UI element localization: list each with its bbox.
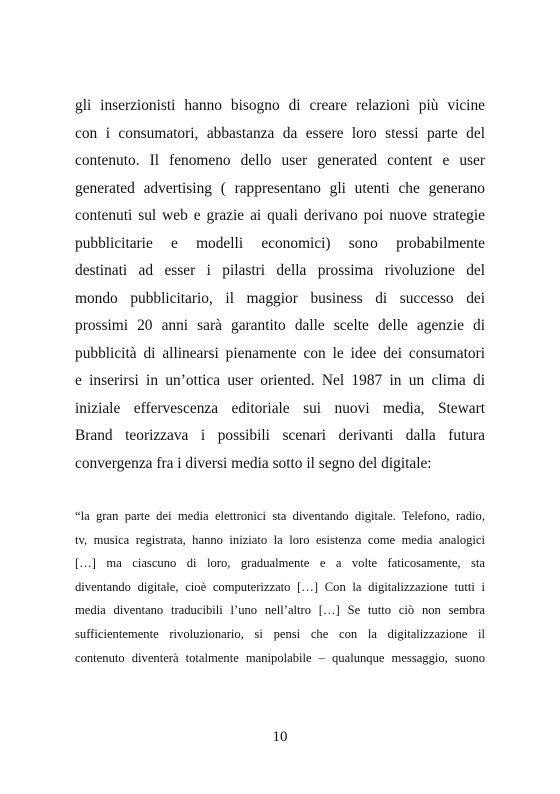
quote-line: “la gran parte dei media elettronici sta diventando digitale. Telefono, radio, bbox=[75, 509, 485, 523]
body-line: contenuto. Il fenomeno dello user generated content e user bbox=[75, 152, 485, 169]
quote-line: media diventano traducibili l’uno nell’altro […] Se tutto ciò non sembra bbox=[75, 603, 485, 618]
body-line: mondo pubblicitario, il maggior business di successo dei bbox=[75, 289, 485, 307]
body-paragraph bbox=[75, 92, 485, 477]
page-number: 10 bbox=[272, 729, 288, 745]
body-line: e inserirsi in un’ottica user oriented. Nel 1987 in un clima di bbox=[75, 372, 485, 389]
body-line: pubblicitarie e modelli economici) sono probabilmente bbox=[75, 234, 485, 252]
quote-line: sufficientemente rivoluzionario, si pensi che con la digitalizzazione il bbox=[75, 626, 485, 641]
body-line: contenuti sul web e grazie ai quali derivano poi nuove strategie bbox=[75, 207, 485, 224]
body-line: con i consumatori, abbastanza da essere loro stessi parte del bbox=[75, 124, 485, 142]
body-line: generated advertising ( rappresentano gli utenti che generano bbox=[75, 179, 485, 197]
quote-line: […] ma ciascuno di loro, gradualmente e a volte faticosamente, sta bbox=[75, 556, 485, 571]
body-line: convergenza fra i diversi media sotto il segno del digitale: bbox=[75, 454, 432, 472]
body-line: iniziale effervescenza editoriale sui nuovi media, Stewart bbox=[75, 399, 485, 417]
body-line: prossimi 20 anni sarà garantito dalle scelte delle agenzie di bbox=[75, 317, 485, 334]
quote-line: tv, musica registrata, hanno iniziato la loro esistenza come media analogici bbox=[75, 532, 485, 547]
block-quote bbox=[75, 505, 485, 670]
body-line: pubblicità di allinearsi pienamente con le idee dei consumatori bbox=[75, 344, 485, 362]
body-line: Brand teorizzava i possibili scenari derivanti dalla futura bbox=[75, 427, 485, 444]
body-line: gli inserzionisti hanno bisogno di creare relazioni più vicine bbox=[75, 97, 485, 114]
quote-line: diventando digitale, cioè computerizzato […] Con la digitalizzazione tutti i bbox=[75, 579, 485, 594]
quote-line: contenuto diventerà totalmente manipolabile – qualunque messaggio, suono bbox=[75, 650, 485, 665]
body-line: destinati ad esser i pilastri della prossima rivoluzione del bbox=[75, 262, 485, 279]
